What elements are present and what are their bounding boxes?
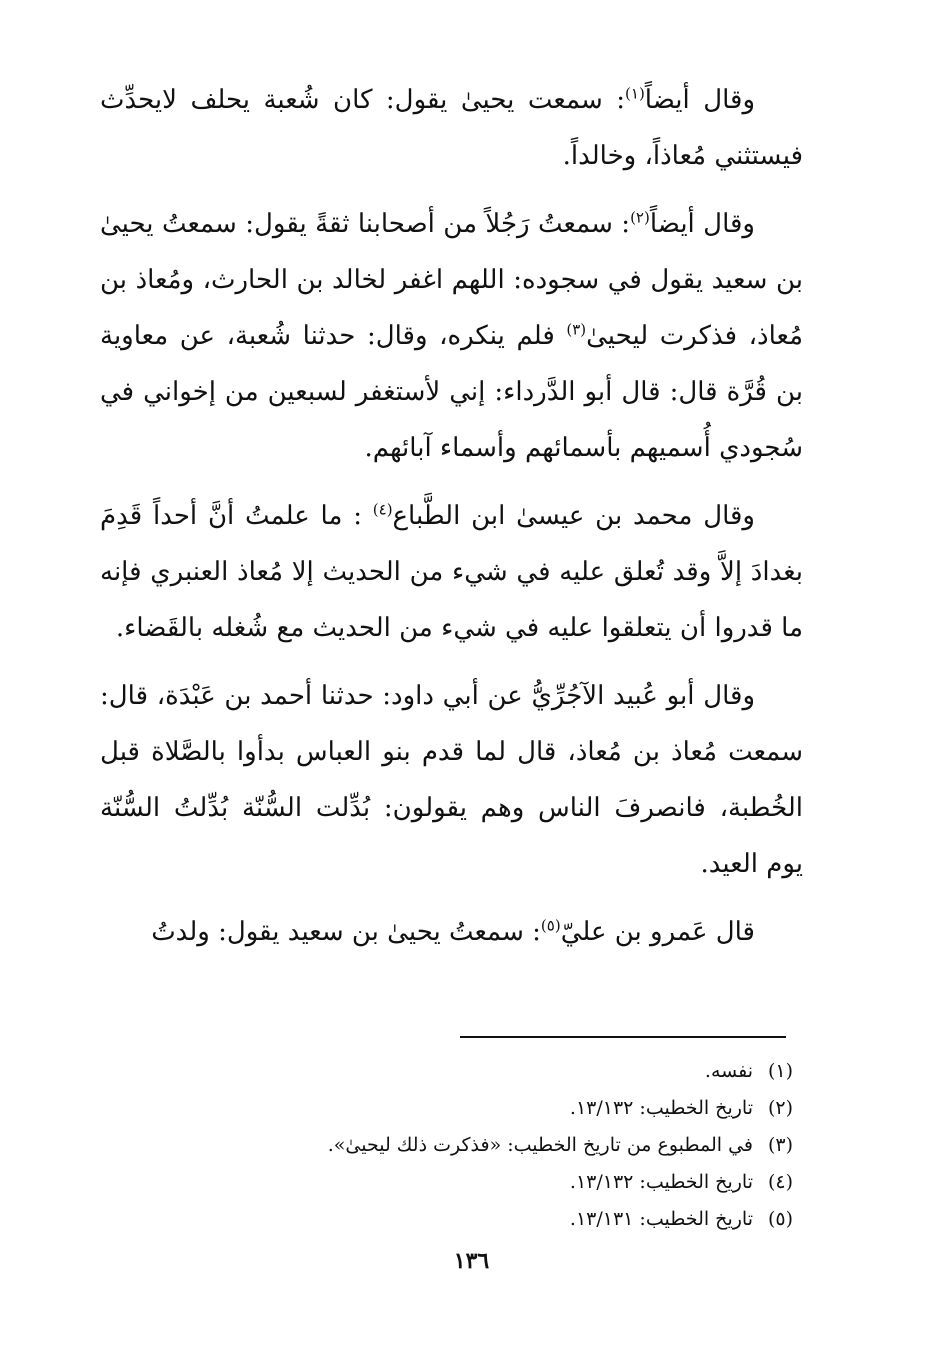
page-number: ١٣٦ xyxy=(453,1248,490,1274)
footnote-text: تاريخ الخطيب: ١٣/١٣١. xyxy=(569,1208,753,1230)
footnote-text: في المطبوع من تاريخ الخطيب: «فذكرت ذلك ليحيىٰ». xyxy=(327,1134,753,1156)
footnote-ref-1: (١) xyxy=(625,84,645,103)
footnote-item xyxy=(100,1164,793,1201)
paragraph-4-text: وقال أبو عُبيد الآجُرِّيُّ عن أبي داود: حدثنا أحمد بن عَبْدَة، قال: سمعت مُعاذ بن مُعاذ، قال لما قدم بنو العباس بدأوا بالصَّلاة قبل الخُطبة، فانصرفَ الناس وهم يقولون: بُدِّلت السُّنّة بُدِّلتُ السُّنّة يوم العيد. xyxy=(100,681,803,879)
footnote-ref-4: (٤) xyxy=(372,500,393,519)
footnote-text: نفسه. xyxy=(704,1060,753,1082)
paragraph-2 xyxy=(100,196,803,476)
paragraph-2-text-cont: فلم ينكره، وقال: حدثنا شُعبة، عن معاوية بن قُرَّة قال: قال أبو الدَّرداء: إني لأستغفر لسبعين من إخواني في سُجودي أُسميهم بأسمائهم وأسماء آبائهم. xyxy=(100,321,803,463)
footnote-number: (٣) xyxy=(767,1134,793,1156)
footnotes xyxy=(100,1053,793,1238)
paragraph-3-text: : ما علمتُ أنَّ أحداً قَدِمَ بغدادَ إلاَّ وقد تُعلق عليه في شيء من الحديث إلا مُعاذ العنبري فإنه ما قدروا أن يتعلقوا عليه في شيء من الحديث مع شُغله بالقَضاء. xyxy=(100,501,803,643)
paragraph-5 xyxy=(100,904,803,960)
footnote-number: (٤) xyxy=(767,1171,793,1193)
footnote-ref-2: (٢) xyxy=(630,208,650,227)
paragraph-3 xyxy=(100,488,803,656)
footnote-item xyxy=(100,1201,793,1238)
paragraph-1 xyxy=(100,72,803,184)
footnote-separator xyxy=(460,1036,786,1038)
paragraph-3-lead: وقال محمد بن عيسىٰ ابن الطَّباع xyxy=(392,501,755,531)
paragraph-1-lead: وقال أيضاً xyxy=(644,85,755,115)
footnote-item xyxy=(100,1127,793,1164)
footnote-number: (٢) xyxy=(767,1097,793,1119)
footnote-text: تاريخ الخطيب: ١٣/١٣٢. xyxy=(569,1097,753,1119)
footnote-ref-3: (٣) xyxy=(566,320,587,339)
paragraph-2-lead: وقال أيضاً xyxy=(649,209,755,239)
footnote-number: (٥) xyxy=(767,1208,793,1230)
footnote-item xyxy=(100,1053,793,1090)
main-text xyxy=(100,72,803,972)
footnote-ref-5: (٥) xyxy=(540,916,561,935)
footnote-item xyxy=(100,1090,793,1127)
footnote-text: تاريخ الخطيب: ١٣/١٣٢. xyxy=(569,1171,753,1193)
footnote-number: (١) xyxy=(767,1060,793,1082)
paragraph-4 xyxy=(100,668,803,892)
paragraph-5-lead: قال عَمرو بن عليّ xyxy=(560,917,755,947)
paragraph-1-text: : سمعت يحيىٰ يقول: كان شُعبة يحلف لايحدِّث فيستثني مُعاذاً، وخالداً. xyxy=(100,85,803,171)
paragraph-5-text: : سمعتُ يحيىٰ بن سعيد يقول: ولدتُ xyxy=(151,917,541,947)
paragraph-2-text: : سمعتُ رَجُلاً من أصحابنا ثقةً يقول: سمعتُ يحيىٰ بن سعيد يقول في سجوده: اللهم اغفر لخالد بن الحارث، ومُعاذ بن مُعاذ، فذكرت ليحيىٰ xyxy=(100,209,803,351)
